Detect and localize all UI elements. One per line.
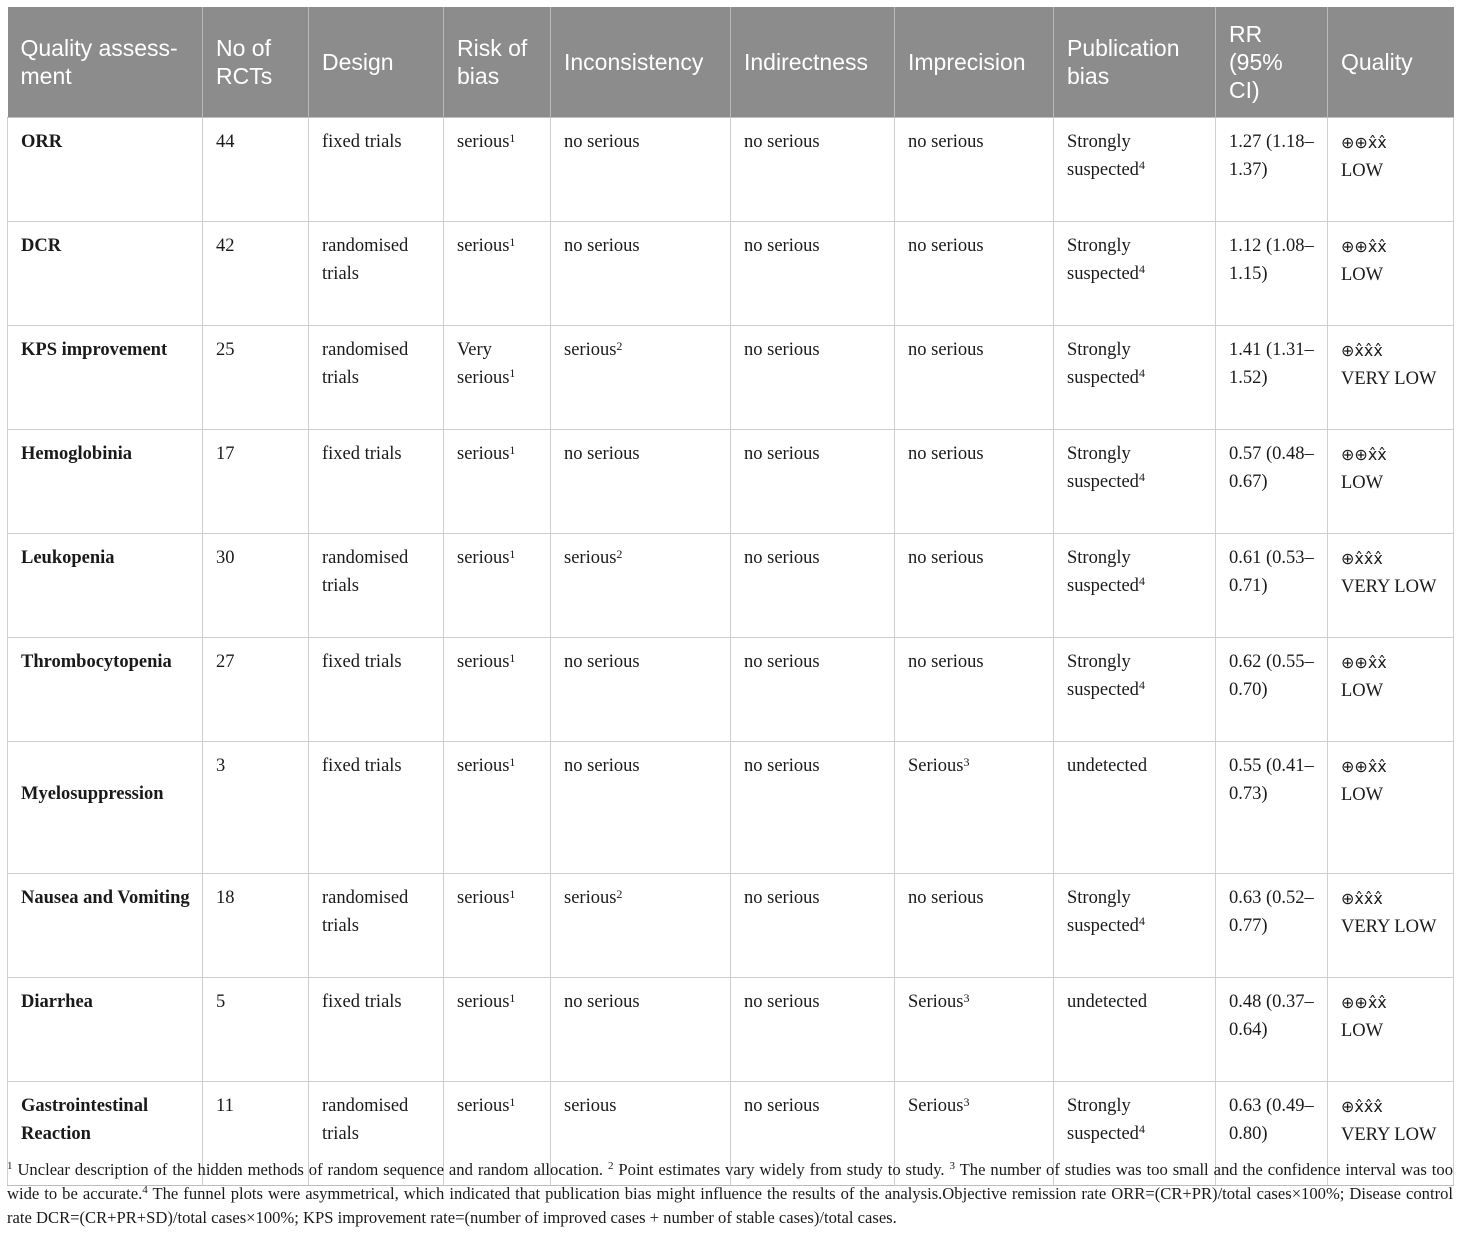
outcome-cell-text: Myelosuppression: [21, 784, 164, 804]
quality-cell: [1328, 118, 1454, 222]
design-cell-text: fixed trials: [322, 132, 402, 152]
imprecision-cell: [895, 430, 1054, 534]
rct-count-cell-text: 42: [216, 236, 235, 256]
header-imprecision: Imprecision: [895, 7, 1054, 118]
quality-cell: [1328, 326, 1454, 430]
risk-of-bias-cell-footnote-marker: 1: [509, 546, 516, 561]
risk-of-bias-cell-footnote-marker: 1: [509, 886, 516, 901]
indirectness-cell-text: no serious: [744, 888, 820, 908]
risk-of-bias-cell-footnote-marker: 1: [509, 990, 516, 1005]
outcome-cell: [8, 978, 203, 1082]
rct-count-cell: [203, 326, 309, 430]
grade-certainty-symbols: ⊕⊕x̂x̂: [1341, 133, 1387, 152]
risk-of-bias-cell-text: serious: [457, 756, 510, 776]
publication-bias-cell-footnote-marker: 4: [1138, 574, 1145, 589]
risk-of-bias-cell-text: serious: [457, 888, 510, 908]
quality-rating: LOW: [1341, 1020, 1384, 1041]
imprecision-cell-text: Serious: [908, 756, 964, 776]
rr-ci-cell: [1216, 534, 1328, 638]
publication-bias-cell-text: undetected: [1067, 756, 1148, 776]
risk-of-bias-cell-text: serious: [457, 444, 510, 464]
footnote-4-text: The funnel plots were asymmetrical, which indicated that publication bias might influence the results of the analysis.Objective remission rate ORR=(CR+PR)/total cases×100%; Disease control rate DCR=(CR+PR+SD)/total cases×100%; KPS improvement rate=(number of improved cases + number of stable cases)/total cases.: [7, 1184, 1454, 1227]
footnote-marker-4: 4: [142, 1184, 148, 1197]
publication-bias-cell: [1054, 534, 1216, 638]
quality-rating: LOW: [1341, 264, 1384, 285]
rr-ci-cell-text: 0.63 (0.49–0.80): [1229, 1096, 1314, 1144]
indirectness-cell-text: no serious: [744, 548, 820, 568]
table-row: [8, 430, 1454, 534]
design-cell: [309, 742, 444, 874]
rr-ci-cell: [1216, 638, 1328, 742]
inconsistency-cell-text: no serious: [564, 444, 640, 464]
quality-rating: LOW: [1341, 472, 1384, 493]
publication-bias-cell: [1054, 222, 1216, 326]
rr-ci-cell-text: 0.55 (0.41–0.73): [1229, 756, 1314, 804]
rr-ci-cell-text: 0.48 (0.37–0.64): [1229, 992, 1314, 1040]
footnote-marker-3: 3: [949, 1160, 956, 1173]
inconsistency-cell: [551, 430, 731, 534]
design-cell-text: fixed trials: [322, 992, 402, 1012]
publication-bias-cell-footnote-marker: 4: [1138, 678, 1145, 693]
design-cell: [309, 430, 444, 534]
outcome-cell: [8, 326, 203, 430]
rct-count-cell: [203, 534, 309, 638]
rct-count-cell: [203, 638, 309, 742]
imprecision-cell: [895, 222, 1054, 326]
inconsistency-cell-text: no serious: [564, 236, 640, 256]
design-cell: [309, 222, 444, 326]
rct-count-cell-text: 30: [216, 548, 235, 568]
publication-bias-cell: [1054, 874, 1216, 978]
risk-of-bias-cell-text: Very serious: [457, 340, 510, 388]
design-cell-text: randomised trials: [322, 340, 409, 388]
table-row: [8, 326, 1454, 430]
imprecision-cell-footnote-marker: 3: [963, 1094, 970, 1109]
rr-ci-cell: [1216, 430, 1328, 534]
risk-of-bias-cell-text: serious: [457, 1096, 510, 1116]
imprecision-cell-text: Serious: [908, 992, 964, 1012]
quality-rating: VERY LOW: [1341, 916, 1437, 937]
publication-bias-cell-footnote-marker: 4: [1138, 262, 1145, 277]
design-cell: [309, 978, 444, 1082]
risk-of-bias-cell: [444, 638, 551, 742]
risk-of-bias-cell-text: serious: [457, 132, 510, 152]
publication-bias-cell-text: Strongly suspected: [1067, 132, 1139, 180]
inconsistency-cell-text: no serious: [564, 992, 640, 1012]
footnote-marker-1: 1: [7, 1160, 13, 1173]
rct-count-cell-text: 25: [216, 340, 235, 360]
rct-count-cell-text: 3: [216, 756, 226, 776]
publication-bias-cell-footnote-marker: 4: [1138, 366, 1145, 381]
header-row: [8, 7, 1454, 118]
outcome-cell-text: ORR: [21, 132, 63, 152]
table-row: [8, 978, 1454, 1082]
outcome-cell: [8, 118, 203, 222]
risk-of-bias-cell: [444, 534, 551, 638]
quality-cell: [1328, 534, 1454, 638]
grade-certainty-symbols: ⊕⊕x̂x̂: [1341, 445, 1387, 464]
risk-of-bias-cell-text: serious: [457, 992, 510, 1012]
rr-ci-cell-text: 1.41 (1.31–1.52): [1229, 340, 1314, 388]
rr-ci-cell: [1216, 874, 1328, 978]
outcome-cell: [8, 222, 203, 326]
table-row: [8, 742, 1454, 874]
imprecision-cell-text: no serious: [908, 548, 984, 568]
grade-certainty-symbols: ⊕x̂x̂x̂: [1341, 889, 1383, 908]
outcome-cell-text: DCR: [21, 236, 62, 256]
quality-rating: LOW: [1341, 160, 1384, 181]
inconsistency-cell: [551, 874, 731, 978]
rr-ci-cell: [1216, 326, 1328, 430]
risk-of-bias-cell-footnote-marker: 1: [509, 442, 516, 457]
imprecision-cell: [895, 118, 1054, 222]
inconsistency-cell-text: serious: [564, 340, 617, 360]
rct-count-cell: [203, 222, 309, 326]
inconsistency-cell: [551, 742, 731, 874]
inconsistency-cell-text: serious: [564, 548, 617, 568]
grade-certainty-symbols: ⊕⊕x̂x̂: [1341, 653, 1387, 672]
design-cell-text: randomised trials: [322, 236, 409, 284]
imprecision-cell-text: no serious: [908, 340, 984, 360]
footnote-1-text: Unclear description of the hidden methods of random sequence and random allocation.: [12, 1160, 608, 1179]
indirectness-cell: [731, 638, 895, 742]
grade-certainty-symbols: ⊕⊕x̂x̂: [1341, 757, 1387, 776]
risk-of-bias-cell: [444, 978, 551, 1082]
grade-evidence-table: [7, 7, 1454, 1186]
grade-certainty-symbols: ⊕x̂x̂x̂: [1341, 341, 1383, 360]
header-quality-assessment: Quality assess-ment: [8, 7, 203, 118]
publication-bias-cell-text: Strongly suspected: [1067, 1096, 1139, 1144]
table-body: [8, 118, 1454, 1186]
publication-bias-cell-text: Strongly suspected: [1067, 652, 1139, 700]
inconsistency-cell-text: no serious: [564, 756, 640, 776]
design-cell: [309, 534, 444, 638]
rct-count-cell: [203, 874, 309, 978]
rct-count-cell: [203, 430, 309, 534]
rct-count-cell: [203, 742, 309, 874]
header-no-of-rcts: No of RCTs: [203, 7, 309, 118]
risk-of-bias-cell: [444, 742, 551, 874]
indirectness-cell: [731, 534, 895, 638]
header-risk-of-bias: Risk of bias: [444, 7, 551, 118]
risk-of-bias-cell-footnote-marker: 1: [509, 366, 516, 381]
rr-ci-cell: [1216, 222, 1328, 326]
rr-ci-cell: [1216, 742, 1328, 874]
table-row: [8, 874, 1454, 978]
rct-count-cell-text: 17: [216, 444, 235, 464]
indirectness-cell-text: no serious: [744, 992, 820, 1012]
publication-bias-cell-text: Strongly suspected: [1067, 340, 1139, 388]
outcome-cell: [8, 742, 203, 874]
design-cell-text: fixed trials: [322, 444, 402, 464]
rr-ci-cell: [1216, 978, 1328, 1082]
outcome-cell-text: KPS improvement: [21, 340, 168, 360]
quality-cell: [1328, 430, 1454, 534]
design-cell: [309, 118, 444, 222]
publication-bias-cell: [1054, 326, 1216, 430]
indirectness-cell: [731, 742, 895, 874]
header-design: Design: [309, 7, 444, 118]
header-rr-ci: RR (95% CI): [1216, 7, 1328, 118]
inconsistency-cell-text: no serious: [564, 652, 640, 672]
publication-bias-cell-text: Strongly suspected: [1067, 548, 1139, 596]
imprecision-cell-text: no serious: [908, 236, 984, 256]
imprecision-cell: [895, 742, 1054, 874]
quality-cell: [1328, 874, 1454, 978]
quality-rating: LOW: [1341, 784, 1384, 805]
inconsistency-cell-text: serious: [564, 888, 617, 908]
risk-of-bias-cell-footnote-marker: 1: [509, 1094, 516, 1109]
design-cell: [309, 326, 444, 430]
imprecision-cell-footnote-marker: 3: [963, 754, 970, 769]
design-cell-text: fixed trials: [322, 756, 402, 776]
grade-certainty-symbols: ⊕x̂x̂x̂: [1341, 549, 1383, 568]
risk-of-bias-cell-footnote-marker: 1: [509, 754, 516, 769]
footnote-marker-2: 2: [607, 1160, 614, 1173]
inconsistency-cell: [551, 534, 731, 638]
publication-bias-cell-text: Strongly suspected: [1067, 236, 1139, 284]
table-footnote: [7, 1158, 1453, 1230]
outcome-cell-text: Hemoglobinia: [21, 444, 133, 464]
indirectness-cell: [731, 326, 895, 430]
publication-bias-cell-text: undetected: [1067, 992, 1148, 1012]
imprecision-cell-text: no serious: [908, 652, 984, 672]
quality-cell: [1328, 978, 1454, 1082]
imprecision-cell: [895, 978, 1054, 1082]
indirectness-cell-text: no serious: [744, 756, 820, 776]
quality-cell: [1328, 222, 1454, 326]
inconsistency-cell: [551, 118, 731, 222]
imprecision-cell-text: no serious: [908, 132, 984, 152]
indirectness-cell: [731, 430, 895, 534]
indirectness-cell: [731, 118, 895, 222]
rct-count-cell-text: 27: [216, 652, 235, 672]
quality-rating: VERY LOW: [1341, 576, 1437, 597]
outcome-cell-text: Gastrointestinal Reaction: [21, 1096, 149, 1144]
risk-of-bias-cell-text: serious: [457, 236, 510, 256]
design-cell-text: randomised trials: [322, 548, 409, 596]
risk-of-bias-cell: [444, 430, 551, 534]
inconsistency-cell-text: no serious: [564, 132, 640, 152]
header-indirectness: Indirectness: [731, 7, 895, 118]
publication-bias-cell-footnote-marker: 4: [1138, 1122, 1145, 1137]
risk-of-bias-cell: [444, 874, 551, 978]
risk-of-bias-cell: [444, 326, 551, 430]
outcome-cell-text: Diarrhea: [21, 992, 93, 1012]
rct-count-cell-text: 44: [216, 132, 235, 152]
outcome-cell: [8, 430, 203, 534]
grade-certainty-symbols: ⊕⊕x̂x̂: [1341, 237, 1387, 256]
rct-count-cell-text: 11: [216, 1096, 234, 1116]
rr-ci-cell-text: 0.62 (0.55–0.70): [1229, 652, 1314, 700]
risk-of-bias-cell-footnote-marker: 1: [509, 234, 516, 249]
publication-bias-cell-footnote-marker: 4: [1138, 914, 1145, 929]
rr-ci-cell-text: 0.61 (0.53–0.71): [1229, 548, 1314, 596]
publication-bias-cell: [1054, 118, 1216, 222]
rct-count-cell: [203, 978, 309, 1082]
table-row: [8, 534, 1454, 638]
indirectness-cell-text: no serious: [744, 236, 820, 256]
design-cell-text: randomised trials: [322, 888, 409, 936]
design-cell: [309, 874, 444, 978]
risk-of-bias-cell-text: serious: [457, 548, 510, 568]
risk-of-bias-cell: [444, 222, 551, 326]
quality-cell: [1328, 742, 1454, 874]
indirectness-cell-text: no serious: [744, 444, 820, 464]
rr-ci-cell-text: 1.12 (1.08–1.15): [1229, 236, 1314, 284]
risk-of-bias-cell-footnote-marker: 1: [509, 130, 516, 145]
inconsistency-cell-footnote-marker: 2: [616, 546, 623, 561]
publication-bias-cell-text: Strongly suspected: [1067, 888, 1139, 936]
publication-bias-cell: [1054, 430, 1216, 534]
imprecision-cell-text: Serious: [908, 1096, 964, 1116]
design-cell: [309, 638, 444, 742]
publication-bias-cell: [1054, 742, 1216, 874]
inconsistency-cell: [551, 978, 731, 1082]
imprecision-cell: [895, 638, 1054, 742]
header-inconsistency: Inconsistency: [551, 7, 731, 118]
rct-count-cell: [203, 118, 309, 222]
indirectness-cell: [731, 222, 895, 326]
quality-rating: VERY LOW: [1341, 368, 1437, 389]
outcome-cell-text: Leukopenia: [21, 548, 115, 568]
outcome-cell-text: Thrombocytopenia: [21, 652, 172, 672]
grade-certainty-symbols: ⊕x̂x̂x̂: [1341, 1097, 1383, 1116]
publication-bias-cell-footnote-marker: 4: [1138, 470, 1145, 485]
risk-of-bias-cell: [444, 118, 551, 222]
publication-bias-cell: [1054, 638, 1216, 742]
rr-ci-cell-text: 1.27 (1.18–1.37): [1229, 132, 1314, 180]
quality-rating: LOW: [1341, 680, 1384, 701]
header-quality: Quality: [1328, 7, 1454, 118]
rct-count-cell-text: 18: [216, 888, 235, 908]
grade-table-container: [7, 7, 1453, 1186]
rr-ci-cell: [1216, 118, 1328, 222]
risk-of-bias-cell-text: serious: [457, 652, 510, 672]
footnote-3-text: The number of studies was too small and the confidence interval was too wide to be accurate.: [7, 1160, 1453, 1203]
publication-bias-cell: [1054, 978, 1216, 1082]
indirectness-cell-text: no serious: [744, 652, 820, 672]
publication-bias-cell-footnote-marker: 4: [1138, 158, 1145, 173]
imprecision-cell: [895, 534, 1054, 638]
indirectness-cell: [731, 978, 895, 1082]
imprecision-cell: [895, 874, 1054, 978]
inconsistency-cell: [551, 222, 731, 326]
risk-of-bias-cell-footnote-marker: 1: [509, 650, 516, 665]
outcome-cell: [8, 874, 203, 978]
grade-certainty-symbols: ⊕⊕x̂x̂: [1341, 993, 1387, 1012]
outcome-cell: [8, 638, 203, 742]
outcome-cell: [8, 534, 203, 638]
inconsistency-cell-footnote-marker: 2: [616, 338, 623, 353]
rr-ci-cell-text: 0.63 (0.52–0.77): [1229, 888, 1314, 936]
quality-cell: [1328, 638, 1454, 742]
imprecision-cell-text: no serious: [908, 444, 984, 464]
header-publication-bias: Publication bias: [1054, 7, 1216, 118]
outcome-cell-text: Nausea and Vomiting: [21, 888, 190, 908]
indirectness-cell-text: no serious: [744, 132, 820, 152]
inconsistency-cell: [551, 326, 731, 430]
inconsistency-cell-text: serious: [564, 1096, 617, 1116]
design-cell-text: randomised trials: [322, 1096, 409, 1144]
table-row: [8, 638, 1454, 742]
imprecision-cell: [895, 326, 1054, 430]
publication-bias-cell-text: Strongly suspected: [1067, 444, 1139, 492]
rct-count-cell-text: 5: [216, 992, 226, 1012]
imprecision-cell-footnote-marker: 3: [963, 990, 970, 1005]
footnote-2-text: Point estimates vary widely from study to study.: [613, 1160, 950, 1179]
rr-ci-cell-text: 0.57 (0.48–0.67): [1229, 444, 1314, 492]
indirectness-cell-text: no serious: [744, 340, 820, 360]
quality-rating: VERY LOW: [1341, 1124, 1437, 1145]
design-cell-text: fixed trials: [322, 652, 402, 672]
table-row: [8, 118, 1454, 222]
table-row: [8, 222, 1454, 326]
indirectness-cell-text: no serious: [744, 1096, 820, 1116]
indirectness-cell: [731, 874, 895, 978]
inconsistency-cell: [551, 638, 731, 742]
imprecision-cell-text: no serious: [908, 888, 984, 908]
inconsistency-cell-footnote-marker: 2: [616, 886, 623, 901]
